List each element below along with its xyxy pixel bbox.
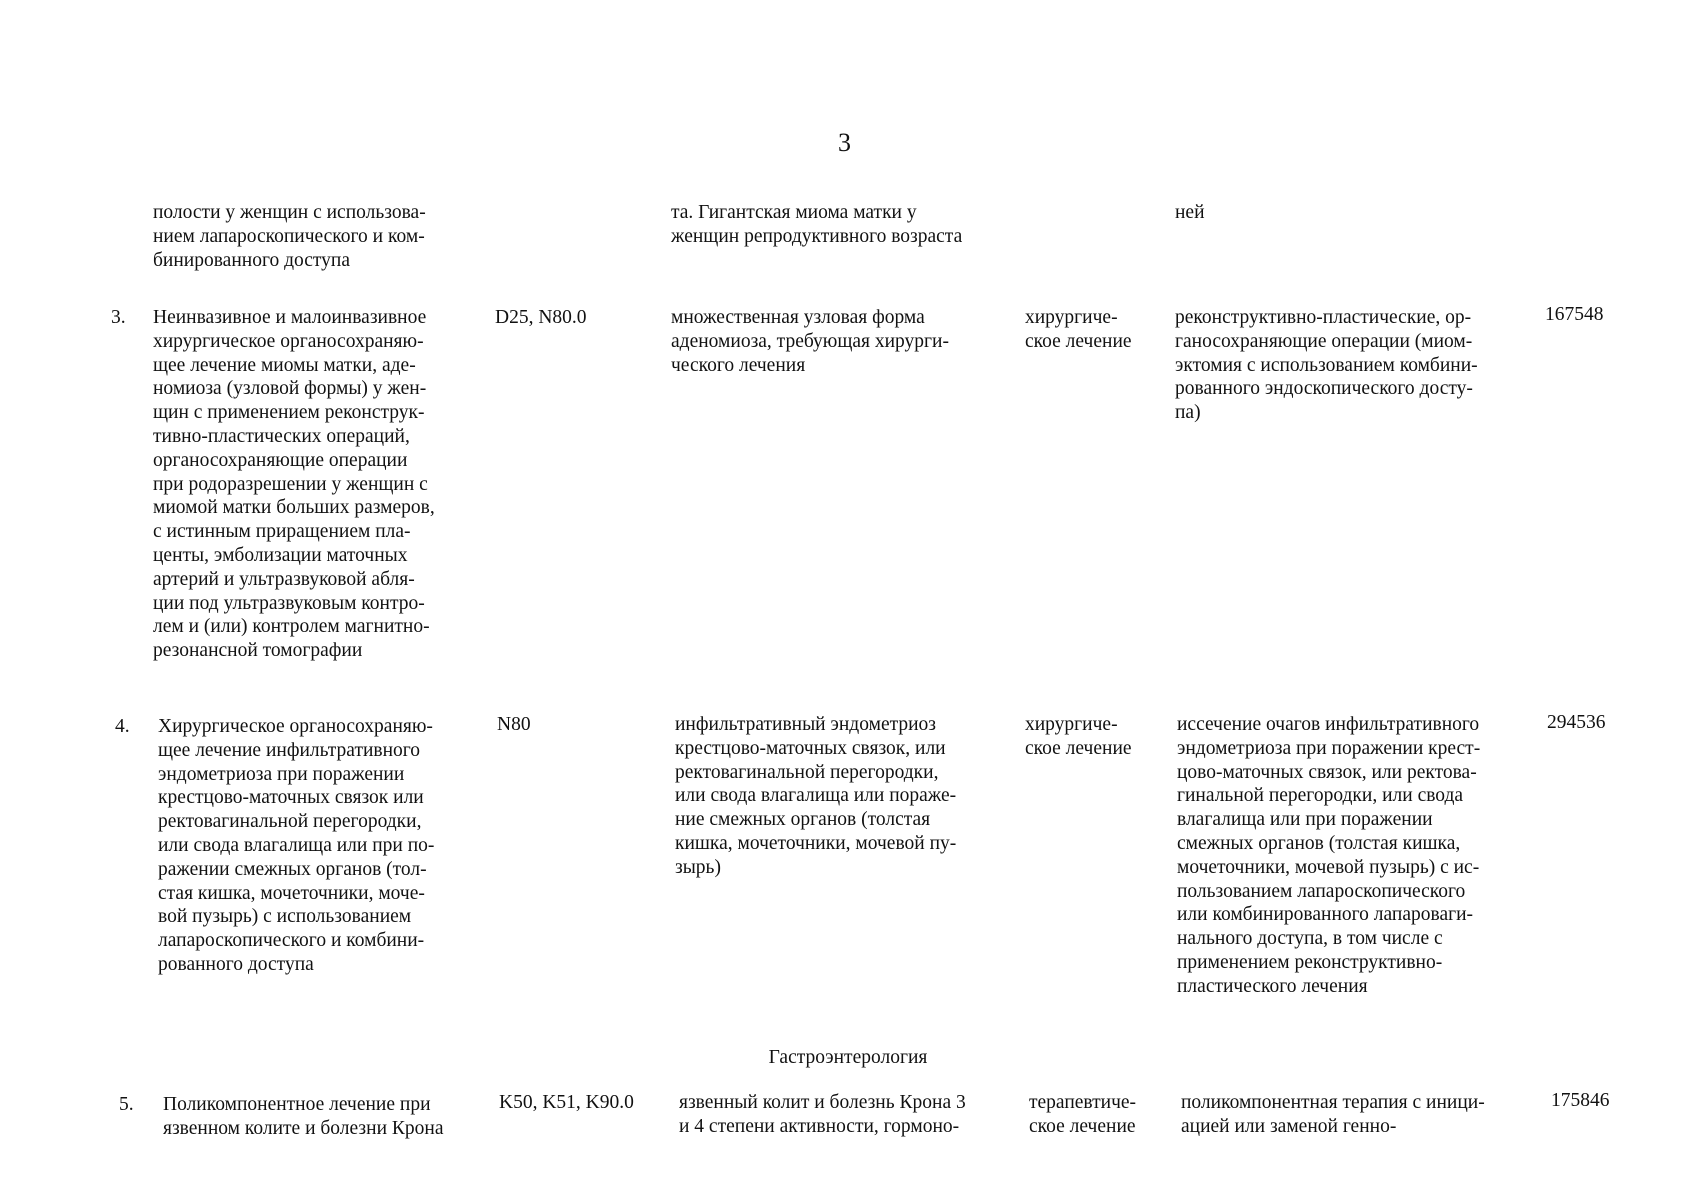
- row-3-model: множественная узловая форма аденомиоза, требующая хирурги- ческого лечения: [671, 307, 949, 376]
- row-4-name: Хирургическое органосохраняю- щее лечение инфильтративного эндометриоза при поражении крестцово-маточных связок или ректовагинальной перегородки, или свода влагалища или при по- ражении смежных органов (тол- стая кишка, мочеточники, моче- вой пузырь) с использованием лапароскопического и комбини- рованного доступа: [158, 716, 435, 975]
- page-number: 3: [838, 128, 851, 157]
- row-4-model: инфильтративный эндометриоз крестцово-маточных связок, или ректовагинальной перегородки, или свода влагалища или пораже- ние смежных органов (толстая кишка, мочеточники, мочевой пу- зырь): [675, 714, 957, 878]
- section-title: Гастроэнтерология: [768, 1047, 928, 1068]
- row-4-cost: 294536: [1547, 712, 1606, 733]
- row-5-method: поликомпонентная терапия с иници- ацией или заменой генно-: [1181, 1092, 1485, 1137]
- row-5-codes: K50, K51, K90.0: [499, 1092, 634, 1113]
- row-5-cost: 175846: [1551, 1090, 1610, 1111]
- row-4-method: иссечение очагов инфильтративного эндометриоза при поражении крест- цово-маточных связок, или ректова- гинальной перегородки, или свода влагалища или при поражении смежных органов (толстая кишка, мочеточники, мочевой пузырь) с ис- пользованием лапароскопического или комбинированного лапароваги- нального доступа, в том числе с применением реконструктивно- пластического лечения: [1177, 714, 1481, 997]
- cont-name-cell: полости у женщин с использова- нием лапароскопического и ком- бинированного доступа: [153, 202, 426, 271]
- cont-method-cell: ней: [1175, 202, 1205, 223]
- row-5-name: Поликомпонентное лечение при язвенном колите и болезни Крона: [163, 1094, 444, 1139]
- row-5-model: язвенный колит и болезнь Крона 3 и 4 степени активности, гормоно-: [679, 1092, 966, 1137]
- row-4-type: хирургиче- ское лечение: [1025, 714, 1132, 759]
- row-3-codes: D25, N80.0: [495, 307, 587, 328]
- row-5-number: 5.: [119, 1094, 134, 1115]
- row-3-cost: 167548: [1545, 304, 1604, 325]
- row-4-codes: N80: [497, 714, 531, 735]
- row-4-number: 4.: [115, 716, 130, 737]
- row-3-number: 3.: [111, 307, 126, 328]
- row-5-type: терапевтиче- ское лечение: [1029, 1092, 1137, 1137]
- row-3-type: хирургиче- ское лечение: [1025, 307, 1132, 352]
- cont-model-cell: та. Гигантская миома матки у женщин репродуктивного возраста: [671, 202, 963, 247]
- row-3-method: реконструктивно-пластические, ор- ганосохраняющие операции (миом- эктомия с использованием комбини- рованного эндоскопического досту- па): [1175, 307, 1478, 424]
- row-3-name: Неинвазивное и малоинвазивное хирургическое органосохраняю- щее лечение миомы матки, аде- номиоза (узловой формы) у жен- щин с применением реконструк- тивно-пластических операций, органосохраняющие операции при родоразрешении у женщин с миомой матки больших размеров, с истинным приращением пла- центы, эмболизации маточных артерий и ультразвуковой абля- ции под ультразвуковым контро- лем и (или) контролем магнитно- резонансной томографии: [153, 307, 435, 662]
